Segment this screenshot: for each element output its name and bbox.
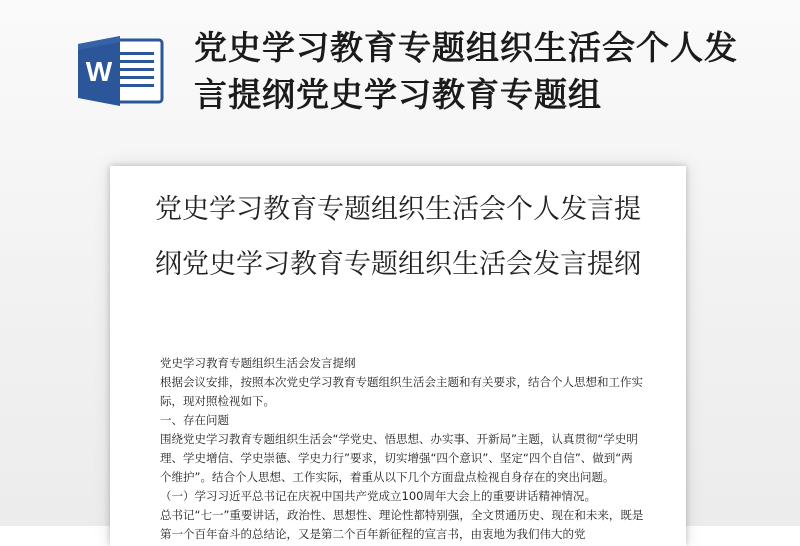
document-title: 党史学习教育专题组织生活会个人发言提纲党史学习教育专题组织生活会发言提纲 — [155, 194, 641, 280]
body-paragraph: 根据会议安排，按照本次党史学习教育专题组织生活会主题和有关要求，结合个人思想和工作实际，现对照检视如下。 — [160, 375, 643, 408]
word-icon — [74, 34, 166, 108]
page-title: 党史学习教育专题组织生活会个人发言提纲党史学习教育专题组 — [194, 28, 738, 114]
document-body — [160, 354, 644, 544]
body-paragraph: 一、存在问题 — [160, 413, 229, 427]
word-icon-letter: W — [85, 56, 113, 87]
body-paragraph: 总书记“七一”重要讲话，政治性、思想性、理论性都特别强，全文贯通历史、现在和未来，既是第一个百年奋斗的总结论，又是第二个百年新征程的宣言书，由衷地为我们伟大的党 — [160, 508, 644, 541]
body-paragraph: （一）学习习近平总书记在庆祝中国共产党成立100周年大会上的重要讲话精神情况。 — [160, 489, 596, 503]
body-paragraph: 党史学习教育专题组织生活会发言提纲 — [160, 356, 356, 370]
header — [0, 0, 800, 140]
body-paragraph: 围绕党史学习教育专题组织生活会“学党史、悟思想、办实事、开新局”主题，认真贯彻“学史明理、学史增信、学史崇德、学史力行”要求，切实增强“四个意识”、坚定“四个自信”、做到“两个维护”。结合个人思想、工作实际，着重从以下几个方面盘点检视自身存在的突出问题。 — [160, 432, 638, 484]
document-page — [110, 166, 686, 546]
